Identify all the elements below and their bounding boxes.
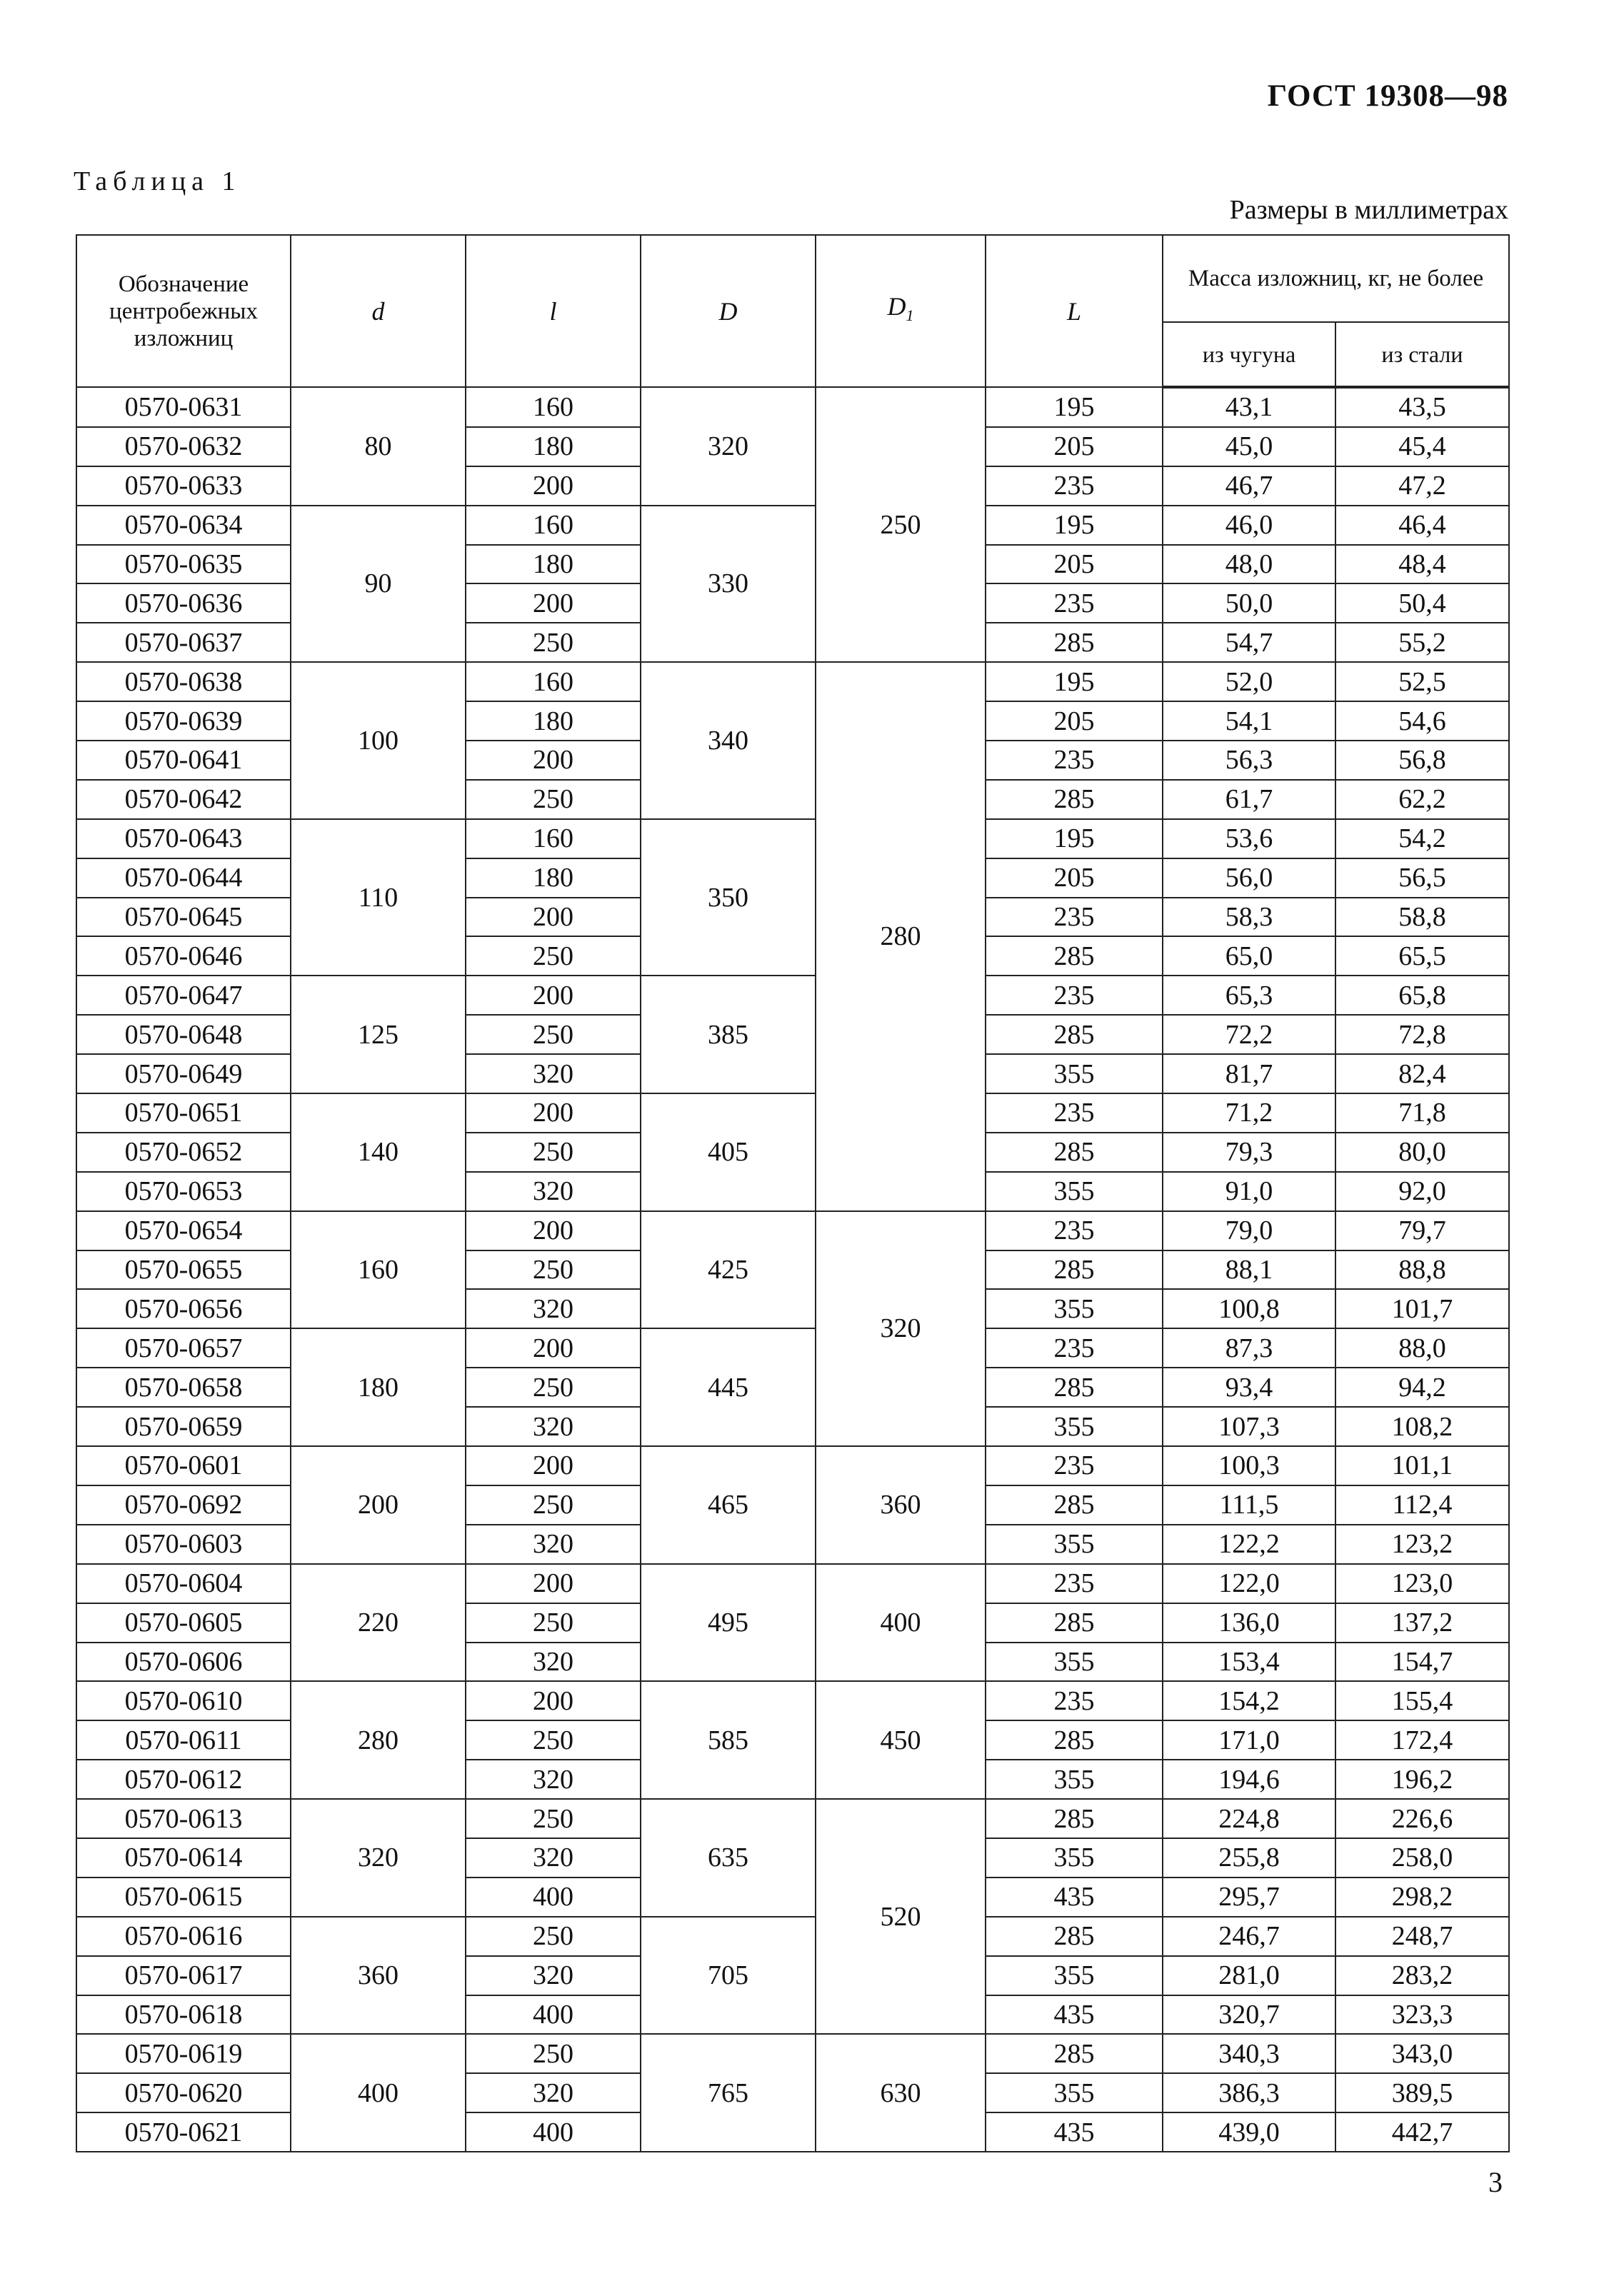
cell-mass-iron: 71,2 — [1163, 1093, 1335, 1133]
cell-l: 160 — [466, 387, 641, 427]
cell-l: 250 — [466, 1917, 641, 1956]
cell-l: 200 — [466, 1328, 641, 1368]
cell-designation: 0570-0635 — [76, 545, 291, 584]
cell-mass-steel: 45,4 — [1335, 427, 1509, 466]
cell-L: 435 — [986, 1878, 1163, 1917]
cell-designation: 0570-0651 — [76, 1093, 291, 1133]
cell-l: 180 — [466, 701, 641, 741]
cell-D: 385 — [641, 976, 816, 1093]
cell-mass-steel: 50,4 — [1335, 583, 1509, 623]
cell-D: 585 — [641, 1681, 816, 1799]
cell-mass-iron: 171,0 — [1163, 1720, 1335, 1760]
cell-L: 285 — [986, 2034, 1163, 2073]
cell-l: 250 — [466, 1015, 641, 1054]
table-row — [76, 1917, 1509, 1956]
cell-designation: 0570-0617 — [76, 1956, 291, 1995]
cell-designation: 0570-0657 — [76, 1328, 291, 1368]
cell-L: 355 — [986, 1407, 1163, 1446]
cell-L: 235 — [986, 466, 1163, 506]
cell-l: 250 — [466, 936, 641, 976]
header-D1-sub: 1 — [906, 306, 914, 325]
cell-designation: 0570-0603 — [76, 1525, 291, 1564]
cell-mass-steel: 94,2 — [1335, 1368, 1509, 1407]
cell-mass-steel: 226,6 — [1335, 1799, 1509, 1838]
cell-D: 405 — [641, 1093, 816, 1211]
cell-mass-iron: 111,5 — [1163, 1485, 1335, 1525]
cell-l: 400 — [466, 2112, 641, 2152]
cell-l: 250 — [466, 1799, 641, 1838]
cell-l: 320 — [466, 1838, 641, 1878]
cell-d: 80 — [291, 387, 466, 506]
cell-D: 445 — [641, 1328, 816, 1446]
cell-designation: 0570-0656 — [76, 1289, 291, 1328]
cell-mass-iron: 58,3 — [1163, 898, 1335, 937]
cell-l: 200 — [466, 898, 641, 937]
cell-mass-iron: 56,0 — [1163, 858, 1335, 898]
cell-mass-steel: 108,2 — [1335, 1407, 1509, 1446]
cell-d: 220 — [291, 1564, 466, 1682]
header-D: D — [641, 235, 816, 387]
cell-mass-steel: 298,2 — [1335, 1878, 1509, 1917]
cell-mass-iron: 45,0 — [1163, 427, 1335, 466]
cell-L: 355 — [986, 1525, 1163, 1564]
cell-L: 355 — [986, 1172, 1163, 1211]
cell-L: 355 — [986, 1838, 1163, 1878]
header-cast-iron: из чугуна — [1163, 322, 1335, 387]
cell-L: 235 — [986, 1093, 1163, 1133]
cell-l: 200 — [466, 1093, 641, 1133]
cell-designation: 0570-0658 — [76, 1368, 291, 1407]
cell-mass-steel: 442,7 — [1335, 2112, 1509, 2152]
cell-mass-iron: 65,0 — [1163, 936, 1335, 976]
cell-L: 355 — [986, 2073, 1163, 2112]
cell-l: 180 — [466, 858, 641, 898]
cell-D1: 250 — [816, 387, 986, 662]
cell-mass-steel: 248,7 — [1335, 1917, 1509, 1956]
cell-designation: 0570-0644 — [76, 858, 291, 898]
cell-designation: 0570-0605 — [76, 1603, 291, 1643]
cell-mass-steel: 283,2 — [1335, 1956, 1509, 1995]
cell-designation: 0570-0612 — [76, 1760, 291, 1799]
table-row — [76, 1564, 1509, 1603]
cell-mass-steel: 46,4 — [1335, 506, 1509, 545]
cell-l: 160 — [466, 819, 641, 858]
cell-mass-iron: 295,7 — [1163, 1878, 1335, 1917]
cell-mass-iron: 100,3 — [1163, 1446, 1335, 1485]
cell-mass-iron: 46,0 — [1163, 506, 1335, 545]
cell-L: 355 — [986, 1956, 1163, 1995]
cell-designation: 0570-0692 — [76, 1485, 291, 1525]
cell-mass-iron: 54,1 — [1163, 701, 1335, 741]
cell-mass-steel: 55,2 — [1335, 623, 1509, 662]
cell-d: 320 — [291, 1799, 466, 1917]
cell-mass-steel: 71,8 — [1335, 1093, 1509, 1133]
cell-designation: 0570-0654 — [76, 1211, 291, 1250]
cell-L: 205 — [986, 545, 1163, 584]
cell-l: 180 — [466, 427, 641, 466]
cell-mass-steel: 101,1 — [1335, 1446, 1509, 1485]
cell-d: 125 — [291, 976, 466, 1093]
cell-l: 250 — [466, 1485, 641, 1525]
cell-D: 465 — [641, 1446, 816, 1564]
cell-designation: 0570-0646 — [76, 936, 291, 976]
cell-mass-iron: 153,4 — [1163, 1643, 1335, 1682]
cell-L: 285 — [986, 1015, 1163, 1054]
cell-L: 235 — [986, 976, 1163, 1015]
cell-designation: 0570-0633 — [76, 466, 291, 506]
table-row — [76, 1799, 1509, 1838]
cell-mass-iron: 61,7 — [1163, 780, 1335, 819]
cell-L: 235 — [986, 1328, 1163, 1368]
cell-D1: 450 — [816, 1681, 986, 1799]
table-body — [76, 387, 1509, 2152]
cell-L: 355 — [986, 1643, 1163, 1682]
cell-L: 195 — [986, 506, 1163, 545]
cell-mass-steel: 88,0 — [1335, 1328, 1509, 1368]
cell-designation: 0570-0652 — [76, 1133, 291, 1172]
header-D1-main: D — [887, 291, 906, 321]
cell-mass-iron: 107,3 — [1163, 1407, 1335, 1446]
cell-designation: 0570-0636 — [76, 583, 291, 623]
header-l: l — [466, 235, 641, 387]
cell-l: 250 — [466, 1368, 641, 1407]
cell-mass-iron: 72,2 — [1163, 1015, 1335, 1054]
cell-D: 705 — [641, 1917, 816, 2035]
cell-mass-iron: 281,0 — [1163, 1956, 1335, 1995]
cell-mass-iron: 320,7 — [1163, 1995, 1335, 2035]
cell-mass-steel: 62,2 — [1335, 780, 1509, 819]
cell-mass-steel: 123,0 — [1335, 1564, 1509, 1603]
cell-l: 320 — [466, 1289, 641, 1328]
header-L: L — [986, 235, 1163, 387]
header-D1 — [816, 235, 986, 387]
cell-designation: 0570-0639 — [76, 701, 291, 741]
cell-l: 160 — [466, 506, 641, 545]
cell-D1: 520 — [816, 1799, 986, 2034]
cell-mass-iron: 43,1 — [1163, 387, 1335, 427]
cell-mass-iron: 386,3 — [1163, 2073, 1335, 2112]
cell-l: 320 — [466, 1643, 641, 1682]
cell-mass-iron: 79,3 — [1163, 1133, 1335, 1172]
cell-l: 320 — [466, 1760, 641, 1799]
cell-L: 235 — [986, 898, 1163, 937]
cell-D: 320 — [641, 387, 816, 506]
cell-mass-steel: 92,0 — [1335, 1172, 1509, 1211]
cell-mass-iron: 194,6 — [1163, 1760, 1335, 1799]
cell-l: 250 — [466, 1133, 641, 1172]
cell-L: 235 — [986, 583, 1163, 623]
cell-D: 765 — [641, 2034, 816, 2152]
cell-D1: 630 — [816, 2034, 986, 2152]
cell-designation: 0570-0634 — [76, 506, 291, 545]
cell-mass-steel: 80,0 — [1335, 1133, 1509, 1172]
cell-designation: 0570-0647 — [76, 976, 291, 1015]
cell-mass-steel: 54,2 — [1335, 819, 1509, 858]
cell-designation: 0570-0645 — [76, 898, 291, 937]
table-row — [76, 1093, 1509, 1133]
cell-mass-iron: 81,7 — [1163, 1054, 1335, 1093]
cell-mass-steel: 101,7 — [1335, 1289, 1509, 1328]
table-row — [76, 819, 1509, 858]
cell-L: 205 — [986, 701, 1163, 741]
cell-mass-steel: 65,8 — [1335, 976, 1509, 1015]
cell-mass-steel: 43,5 — [1335, 387, 1509, 427]
cell-l: 320 — [466, 2073, 641, 2112]
cell-d: 110 — [291, 819, 466, 976]
cell-designation: 0570-0637 — [76, 623, 291, 662]
cell-L: 285 — [986, 1917, 1163, 1956]
cell-designation: 0570-0643 — [76, 819, 291, 858]
cell-mass-iron: 246,7 — [1163, 1917, 1335, 1956]
cell-mass-steel: 82,4 — [1335, 1054, 1509, 1093]
cell-designation: 0570-0653 — [76, 1172, 291, 1211]
cell-designation: 0570-0659 — [76, 1407, 291, 1446]
cell-D: 425 — [641, 1211, 816, 1329]
cell-l: 320 — [466, 1054, 641, 1093]
cell-L: 235 — [986, 1211, 1163, 1250]
cell-mass-steel: 54,6 — [1335, 701, 1509, 741]
cell-mass-steel: 65,5 — [1335, 936, 1509, 976]
cell-l: 180 — [466, 545, 641, 584]
cell-L: 285 — [986, 936, 1163, 976]
cell-l: 400 — [466, 1878, 641, 1917]
cell-d: 400 — [291, 2034, 466, 2152]
cell-mass-iron: 79,0 — [1163, 1211, 1335, 1250]
cell-d: 280 — [291, 1681, 466, 1799]
cell-designation: 0570-0611 — [76, 1720, 291, 1760]
cell-mass-steel: 112,4 — [1335, 1485, 1509, 1525]
cell-D: 635 — [641, 1799, 816, 1917]
cell-l: 200 — [466, 583, 641, 623]
cell-d: 100 — [291, 662, 466, 819]
cell-mass-iron: 154,2 — [1163, 1681, 1335, 1720]
table-row — [76, 1446, 1509, 1485]
cell-mass-iron: 122,0 — [1163, 1564, 1335, 1603]
cell-mass-iron: 53,6 — [1163, 819, 1335, 858]
cell-l: 320 — [466, 1172, 641, 1211]
cell-L: 235 — [986, 1681, 1163, 1720]
cell-designation: 0570-0638 — [76, 662, 291, 701]
cell-designation: 0570-0621 — [76, 2112, 291, 2152]
cell-designation: 0570-0601 — [76, 1446, 291, 1485]
cell-D1: 320 — [816, 1211, 986, 1446]
cell-mass-iron: 255,8 — [1163, 1838, 1335, 1878]
cell-mass-iron: 91,0 — [1163, 1172, 1335, 1211]
table-row — [76, 387, 1509, 427]
cell-L: 355 — [986, 1760, 1163, 1799]
cell-mass-steel: 52,5 — [1335, 662, 1509, 701]
cell-L: 235 — [986, 1564, 1163, 1603]
cell-l: 200 — [466, 741, 641, 780]
cell-l: 200 — [466, 466, 641, 506]
cell-mass-iron: 340,3 — [1163, 2034, 1335, 2073]
cell-mass-iron: 56,3 — [1163, 741, 1335, 780]
cell-mass-steel: 79,7 — [1335, 1211, 1509, 1250]
cell-d: 160 — [291, 1211, 466, 1329]
cell-mass-iron: 136,0 — [1163, 1603, 1335, 1643]
cell-l: 160 — [466, 662, 641, 701]
table-row — [76, 1681, 1509, 1720]
page-number: 3 — [1488, 2166, 1503, 2198]
cell-mass-iron: 48,0 — [1163, 545, 1335, 584]
cell-d: 200 — [291, 1446, 466, 1564]
cell-mass-iron: 50,0 — [1163, 583, 1335, 623]
cell-L: 285 — [986, 1720, 1163, 1760]
cell-mass-steel: 323,3 — [1335, 1995, 1509, 2035]
cell-designation: 0570-0616 — [76, 1917, 291, 1956]
header-steel: из стали — [1335, 322, 1509, 387]
cell-mass-iron: 439,0 — [1163, 2112, 1335, 2152]
cell-designation: 0570-0613 — [76, 1799, 291, 1838]
cell-designation: 0570-0642 — [76, 780, 291, 819]
cell-mass-steel: 58,8 — [1335, 898, 1509, 937]
cell-L: 435 — [986, 1995, 1163, 2035]
cell-l: 250 — [466, 623, 641, 662]
table-label: Таблица 1 — [74, 166, 241, 196]
cell-L: 195 — [986, 387, 1163, 427]
table-row — [76, 1328, 1509, 1368]
cell-L: 235 — [986, 1446, 1163, 1485]
cell-designation: 0570-0618 — [76, 1995, 291, 2035]
cell-l: 200 — [466, 1681, 641, 1720]
cell-L: 435 — [986, 2112, 1163, 2152]
cell-designation: 0570-0648 — [76, 1015, 291, 1054]
cell-l: 400 — [466, 1995, 641, 2035]
cell-D1: 400 — [816, 1564, 986, 1682]
cell-mass-steel: 155,4 — [1335, 1681, 1509, 1720]
cell-mass-steel: 56,5 — [1335, 858, 1509, 898]
cell-mass-iron: 224,8 — [1163, 1799, 1335, 1838]
cell-mass-iron: 65,3 — [1163, 976, 1335, 1015]
cell-l: 250 — [466, 1250, 641, 1290]
cell-l: 250 — [466, 1603, 641, 1643]
cell-D: 350 — [641, 819, 816, 976]
cell-l: 250 — [466, 1720, 641, 1760]
cell-l: 200 — [466, 1564, 641, 1603]
units-note: Размеры в миллиметрах — [1229, 195, 1508, 225]
table-row — [76, 976, 1509, 1015]
header-d: d — [291, 235, 466, 387]
cell-D: 330 — [641, 506, 816, 663]
cell-mass-steel: 196,2 — [1335, 1760, 1509, 1799]
cell-L: 285 — [986, 1603, 1163, 1643]
cell-L: 285 — [986, 1799, 1163, 1838]
cell-designation: 0570-0610 — [76, 1681, 291, 1720]
cell-designation: 0570-0641 — [76, 741, 291, 780]
cell-l: 320 — [466, 1956, 641, 1995]
cell-L: 195 — [986, 819, 1163, 858]
cell-mass-iron: 100,8 — [1163, 1289, 1335, 1328]
cell-designation: 0570-0615 — [76, 1878, 291, 1917]
cell-designation: 0570-0606 — [76, 1643, 291, 1682]
cell-L: 355 — [986, 1054, 1163, 1093]
cell-mass-iron: 88,1 — [1163, 1250, 1335, 1290]
cell-l: 200 — [466, 1211, 641, 1250]
cell-d: 140 — [291, 1093, 466, 1211]
cell-mass-steel: 56,8 — [1335, 741, 1509, 780]
cell-designation: 0570-0632 — [76, 427, 291, 466]
cell-designation: 0570-0604 — [76, 1564, 291, 1603]
cell-L: 355 — [986, 1289, 1163, 1328]
cell-D: 495 — [641, 1564, 816, 1682]
cell-mass-iron: 54,7 — [1163, 623, 1335, 662]
cell-d: 360 — [291, 1917, 466, 2035]
cell-D1: 280 — [816, 662, 986, 1210]
cell-L: 285 — [986, 1368, 1163, 1407]
cell-L: 285 — [986, 1250, 1163, 1290]
cell-designation: 0570-0620 — [76, 2073, 291, 2112]
cell-l: 250 — [466, 2034, 641, 2073]
cell-L: 285 — [986, 1133, 1163, 1172]
cell-mass-steel: 137,2 — [1335, 1603, 1509, 1643]
cell-mass-iron: 52,0 — [1163, 662, 1335, 701]
cell-L: 285 — [986, 1485, 1163, 1525]
cell-mass-steel: 48,4 — [1335, 545, 1509, 584]
cell-L: 235 — [986, 741, 1163, 780]
cell-mass-iron: 46,7 — [1163, 466, 1335, 506]
header-designation: Обозначение центробежных изложниц — [76, 235, 291, 387]
cell-mass-iron: 87,3 — [1163, 1328, 1335, 1368]
cell-mass-steel: 72,8 — [1335, 1015, 1509, 1054]
standard-number: ГОСТ 19308—98 — [1267, 79, 1508, 113]
cell-L: 205 — [986, 427, 1163, 466]
cell-l: 320 — [466, 1525, 641, 1564]
cell-mass-steel: 123,2 — [1335, 1525, 1509, 1564]
cell-D: 340 — [641, 662, 816, 819]
cell-l: 320 — [466, 1407, 641, 1446]
cell-designation: 0570-0649 — [76, 1054, 291, 1093]
cell-L: 285 — [986, 623, 1163, 662]
cell-L: 195 — [986, 662, 1163, 701]
cell-mass-steel: 88,8 — [1335, 1250, 1509, 1290]
cell-mass-iron: 122,2 — [1163, 1525, 1335, 1564]
cell-mass-steel: 47,2 — [1335, 466, 1509, 506]
cell-D1: 360 — [816, 1446, 986, 1564]
cell-designation: 0570-0619 — [76, 2034, 291, 2073]
cell-l: 200 — [466, 976, 641, 1015]
cell-l: 250 — [466, 780, 641, 819]
table-row — [76, 2034, 1509, 2073]
table-row — [76, 506, 1509, 545]
cell-mass-steel: 154,7 — [1335, 1643, 1509, 1682]
cell-mass-steel: 343,0 — [1335, 2034, 1509, 2073]
header-mass: Масса изложниц, кг, не более — [1163, 235, 1509, 322]
cell-d: 90 — [291, 506, 466, 663]
table-row — [76, 662, 1509, 701]
cell-L: 205 — [986, 858, 1163, 898]
cell-designation: 0570-0614 — [76, 1838, 291, 1878]
cell-mass-iron: 93,4 — [1163, 1368, 1335, 1407]
cell-designation: 0570-0631 — [76, 387, 291, 427]
cell-mass-steel: 258,0 — [1335, 1838, 1509, 1878]
cell-d: 180 — [291, 1328, 466, 1446]
cell-l: 200 — [466, 1446, 641, 1485]
cell-L: 285 — [986, 780, 1163, 819]
cell-designation: 0570-0655 — [76, 1250, 291, 1290]
cell-mass-steel: 172,4 — [1335, 1720, 1509, 1760]
molds-table — [76, 234, 1510, 2152]
cell-mass-steel: 389,5 — [1335, 2073, 1509, 2112]
table-row — [76, 1211, 1509, 1250]
